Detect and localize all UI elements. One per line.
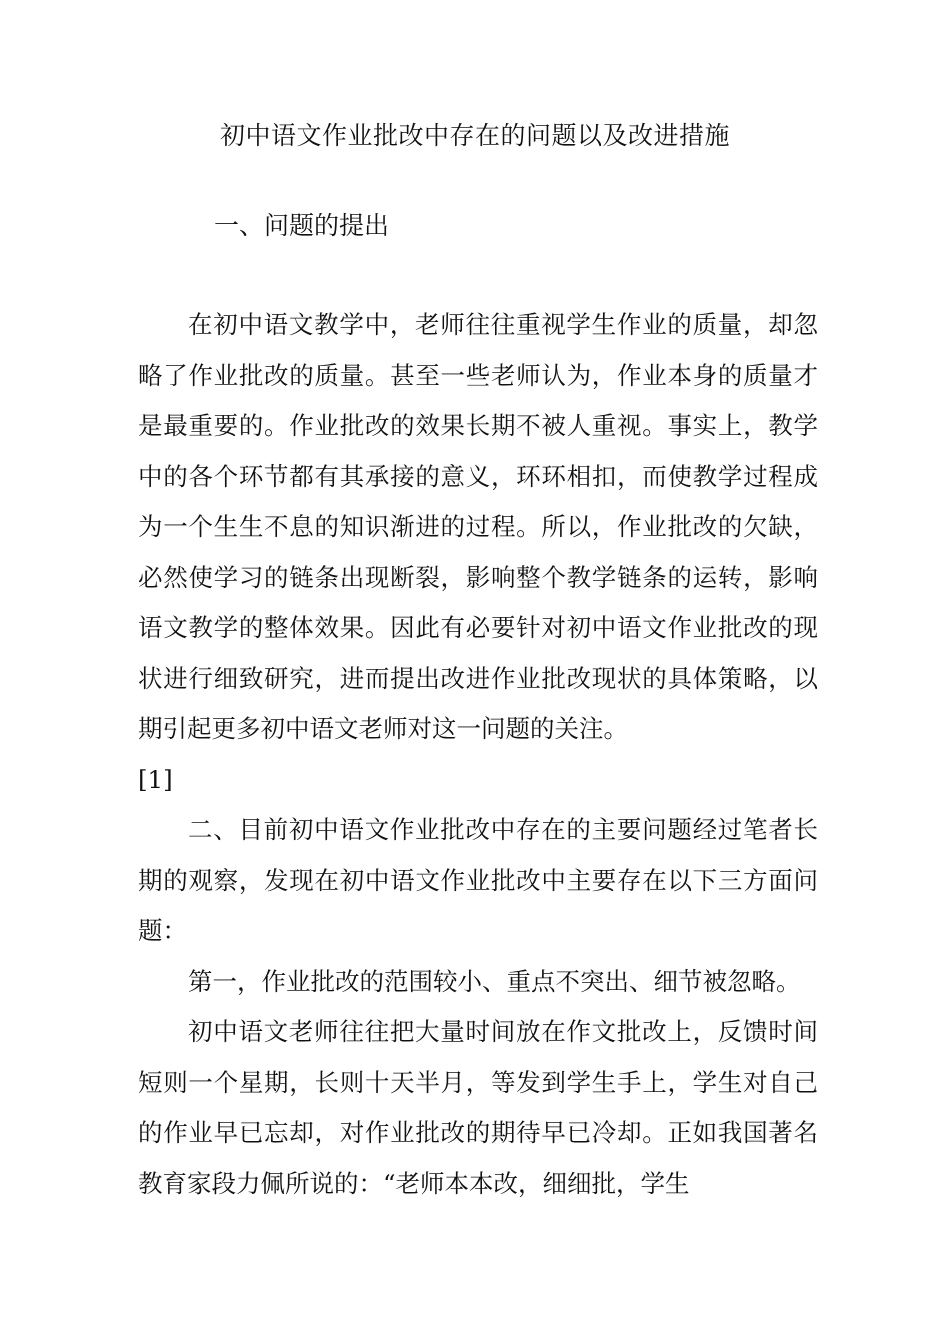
paragraph: 第一，作业批改的范围较小、重点不突出、细节被忽略。	[188, 966, 801, 996]
footnote-reference: [1]	[138, 764, 173, 794]
paragraph-text: 在初中语文教学中，老师往往重视学生作业的质量，却忽略了作业批改的质量。甚至一些老师认为，作业本身的质量才是最重要的。作业批改的效果长期不被人重视。事实上，教学中的各个环节都有其承接的意义，环环相扣，而使教学过程成为一个生生不息的知识渐进的过程。所以，作业批改的欠缺，必然使学习的链条出现断裂，影响整个教学链条的运转，影响语文教学的整体效果。因此有必要针对初中语文作业批改的现状进行细致研究，进而提出改进作业批改现状的具体策略，以期引起更多初中语文老师对这一问题的关注。	[138, 310, 818, 743]
paragraph	[138, 300, 818, 805]
paragraph: 二、目前初中语文作业批改中存在的主要问题经过笔者长期的观察，发现在初中语文作业批改中主要存在以下三方面问题：	[138, 815, 818, 945]
document-body	[138, 300, 818, 1209]
section-heading: 一、问题的提出	[214, 211, 390, 240]
document-title: 初中语文作业批改中存在的问题以及改进措施	[219, 121, 730, 150]
paragraph: 初中语文老师往往把大量时间放在作文批改上，反馈时间短则一个星期，长则十天半月，等发到学生手上，学生对自己的作业早已忘却，对作业批改的期待早已冷却。正如我国著名教育家段力佩所说的：“老师本本改，细细批，学生	[138, 1017, 818, 1198]
